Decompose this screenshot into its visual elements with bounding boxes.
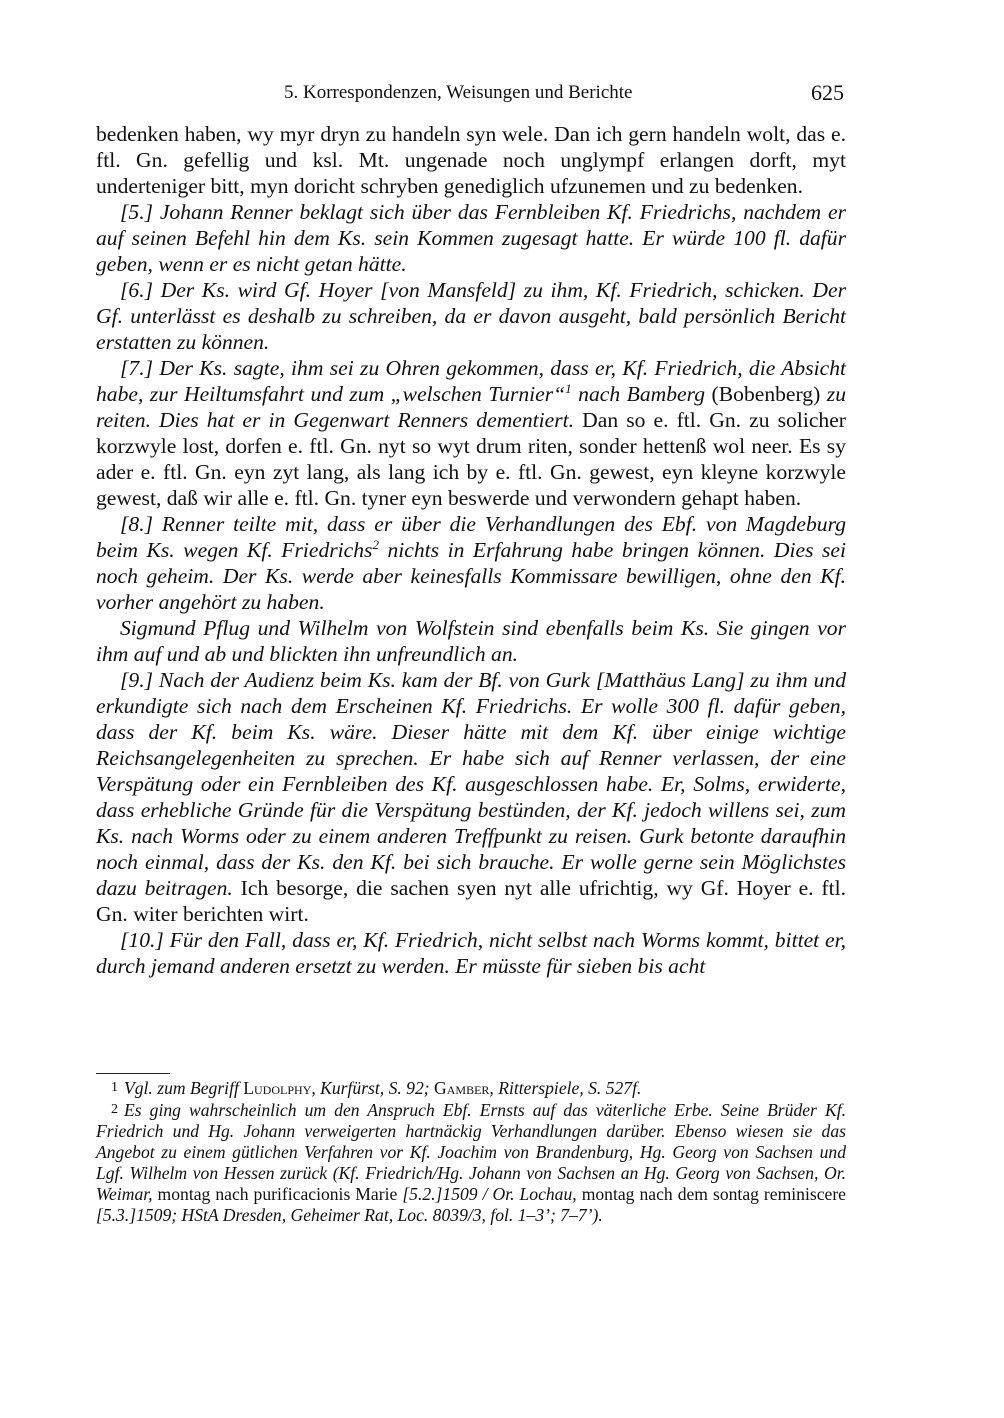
paragraph [96,277,846,355]
text-span: nichts in Erfahrung habe bringen können. Dies sei noch geheim. Der Ks. werde aber keinesfalls Kommissare bewilligen, ohne den Kf. vorher angehört zu haben. [96,538,846,614]
paragraph [96,511,846,615]
text-span: zu reiten. Dies hat er in Gegenwart Renners dementiert. [96,382,846,432]
text-span: (Bobenberg) [711,382,827,406]
author-name: Ludolphy [243,1078,312,1098]
text-span: [5.3.]1509; HStA Dresden, Geheimer Rat, Loc. 8039/3, fol. 1–3’; 7–7’). [96,1205,603,1225]
text-span: [6.] Der Ks. wird Gf. Hoyer [von Mansfeld] zu ihm, Kf. Friedrich, schicken. Der Gf. unterlässt es deshalb zu schreiben, da er davon ausgeht, bald persönlich Bericht erstatten zu können. [96,278,846,354]
text-span: [9.] Nach der Audienz beim Ks. kam der Bf. von Gurk [Matthäus Lang] zu ihm und erkundigte sich nach dem Erscheinen Kf. Friedrichs. Er wolle 300 fl. dafür geben, dass der Kf. beim Ks. wäre. Dieser hätte mit dem Kf. über einige wichtige Reichsangelegenheiten zu sprechen. Er habe sich auf Renner verlassen, der eine Verspätung oder ein Fernbleiben des Kf. ausgeschlossen habe. Er, Solms, erwiderte, dass erhebliche Gründe für die Verspätung bestünden, der Kf. jedoch willens sei, zum Ks. nach Worms oder zu einem anderen Treffpunkt zu reisen. Gurk betonte daraufhin noch einmal, dass der Ks. den Kf. bei sich brauche. Er wolle gerne sein Möglichstes dazu beitragen. [96,668,846,900]
text-span: Sigmund Pflug und Wilhelm von Wolfstein sind ebenfalls beim Ks. Sie gingen vor ihm auf und ab und blickten ihn unfreundlich an. [96,616,846,666]
footnotes [96,1077,846,1226]
page-number: 625 [811,80,844,105]
text-span: Vgl. zum Begriff [124,1078,244,1098]
paragraph [96,121,846,199]
text-span: Dan so e. ftl. Gn. zu solicher korzwyle lost, dorfen e. ftl. Gn. nyt so wyt drum riten, sonder hettenß wol neer. Es sy ader e. ftl. Gn. eyn zyt lang, als lang ich by e. ftl. Gn. gewest, eyn kleyne korzwyle gewest, daß wir alle e. ftl. Gn. tyner eyn beswerde und verwondern gehapt haben. [96,408,846,510]
running-title: 5. Korrespondenzen, Weisungen und Berichte [284,82,633,103]
text-span: [10.] Für den Fall, dass er, Kf. Friedrich, nicht selbst nach Worms kommt, bittet er, durch jemand anderen ersetzt zu werden. Er müsste für sieben bis acht [96,928,846,978]
paragraph [96,615,846,667]
text-span: [5.] Johann Renner beklagt sich über das Fernbleiben Kf. Friedrichs, nachdem er auf seinen Befehl hin dem Ks. sein Kommen zugesagt hatte. Er würde 100 fl. dafür geben, wenn er es nicht getan hätte. [96,200,846,276]
main-text [96,121,846,979]
text-span: montag nach purificacionis Marie [152,1184,403,1204]
footnote-ref: 1 [565,380,572,396]
paragraph [96,667,846,927]
paragraph [96,199,846,277]
text-span: , Kurfürst, S. 92; [311,1078,435,1098]
paragraph [96,927,846,979]
text-span: Es ging wahrscheinlich um den Anspruch Ebf. Ernsts auf das väterliche Erbe. Seine Brüder Kf. Friedrich und Hg. Johann verweigerten hartnäckig Verhandlungen darüber. Ebenso wiesen sie das Angebot zu einem gütlichen Verfahren vor Kf. Joachim von Brandenburg, Hg. Georg von Sachsen und Lgf. Wilhelm von Hessen zurück (Kf. Friedrich/Hg. Johann von Sachsen an Hg. Georg von Sachsen, Or. Weimar, [96,1100,846,1204]
footnote-number: 2 [111,1102,118,1117]
text-span: , Ritterspiele, S. 527f. [489,1078,642,1098]
text-span: Ich besorge, die sachen syen nyt alle ufrichtig, wy Gf. Hoyer e. ftl. Gn. witer berichten wirt. [96,876,846,926]
text-span: bedenken haben, wy myr dryn zu handeln syn wele. Dan ich gern handeln wolt, das e. ftl. Gn. gefellig und ksl. Mt. ungenade noch unglympf erlangen dorft, myt underteniger bitt, myn doricht schryben genediglich ufzunemen und zu bedenken. [96,122,846,198]
footnote-ref: 2 [372,536,379,552]
text-span: [7.] Der Ks. sagte, ihm sei zu Ohren gekommen, dass er, Kf. Friedrich, die Absicht habe, zur Heiltumsfahrt und zum „welschen Turnier“ [96,356,846,406]
running-head [96,80,846,108]
text-span: [8.] Renner teilte mit, dass er über die Verhandlungen des Ebf. von Magdeburg beim Ks. wegen Kf. Friedrichs [96,512,846,562]
text-span: [5.2.]1509 / Or. Lochau, [402,1184,577,1204]
footnote-divider [96,1073,170,1074]
footnote [96,1077,846,1099]
paragraph [96,355,846,511]
footnote-number: 1 [111,1080,118,1095]
author-name: Gamber [434,1078,490,1098]
text-span: nach Bamberg [571,382,712,406]
footnote [96,1099,846,1226]
text-span: montag nach dem sontag reminiscere [576,1184,846,1204]
